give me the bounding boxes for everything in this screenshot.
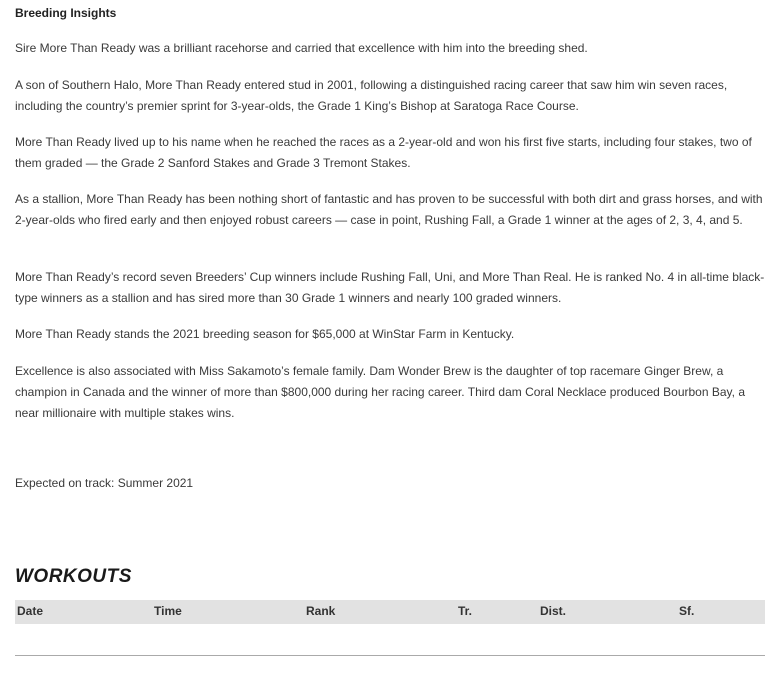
- breeding-paragraph: Sire More Than Ready was a brilliant racehorse and carried that excellence with him into the breeding shed.: [15, 41, 588, 55]
- column-header-time: Time: [154, 604, 182, 618]
- workouts-heading: WORKOUTS: [15, 566, 132, 587]
- expected-on-track: Expected on track: Summer 2021: [15, 476, 194, 490]
- breeding-paragraph: More Than Ready’s record seven Breeders’ Cup winners include Rushing Fall, Uni, and More Than Real. He is ranked No. 4 in all-time black-type winners as a stallion and has sired more than 30 Grade 1 winners and nearly 100 graded winners.: [15, 270, 765, 305]
- breeding-insights-heading: Breeding Insights: [15, 6, 117, 20]
- breeding-paragraph: A son of Southern Halo, More Than Ready entered stud in 2001, following a distinguished racing career that saw him win seven races, including the country’s premier sprint for 3-year-olds, the Grade 1 King’s Bishop at Saratoga Race Course.: [15, 78, 728, 113]
- workouts-table-divider: [15, 655, 765, 656]
- breeding-paragraph: As a stallion, More Than Ready has been nothing short of fantastic and has proven to be successful with both dirt and grass horses, and with 2-year-olds who fired early and then enjoyed robust careers — case in point, Rushing Fall, a Grade 1 winner at the ages of 2, 3, 4, and 5.: [15, 192, 763, 227]
- column-header-surface: Sf.: [679, 604, 695, 618]
- breeding-paragraph: Excellence is also associated with Miss Sakamoto’s female family. Dam Wonder Brew is the daughter of top racemare Ginger Brew, a champion in Canada and the winner of more than $800,000 during her racing career. Third dam Coral Necklace produced Bourbon Bay, a near millionaire with multiple stakes wins.: [15, 364, 745, 420]
- column-header-rank: Rank: [306, 604, 336, 618]
- breeding-paragraph: More Than Ready stands the 2021 breeding season for $65,000 at WinStar Farm in Kentucky.: [15, 327, 515, 341]
- breeding-paragraph: More Than Ready lived up to his name when he reached the races as a 2-year-old and won his first five starts, including four stakes, two of them graded — the Grade 2 Sanford Stakes and Grade 3 Tremont Stakes.: [15, 135, 752, 170]
- workouts-table-header: [15, 600, 765, 624]
- column-header-trainer: Tr.: [458, 604, 473, 618]
- column-header-distance: Dist.: [540, 604, 567, 618]
- column-header-date: Date: [17, 604, 44, 618]
